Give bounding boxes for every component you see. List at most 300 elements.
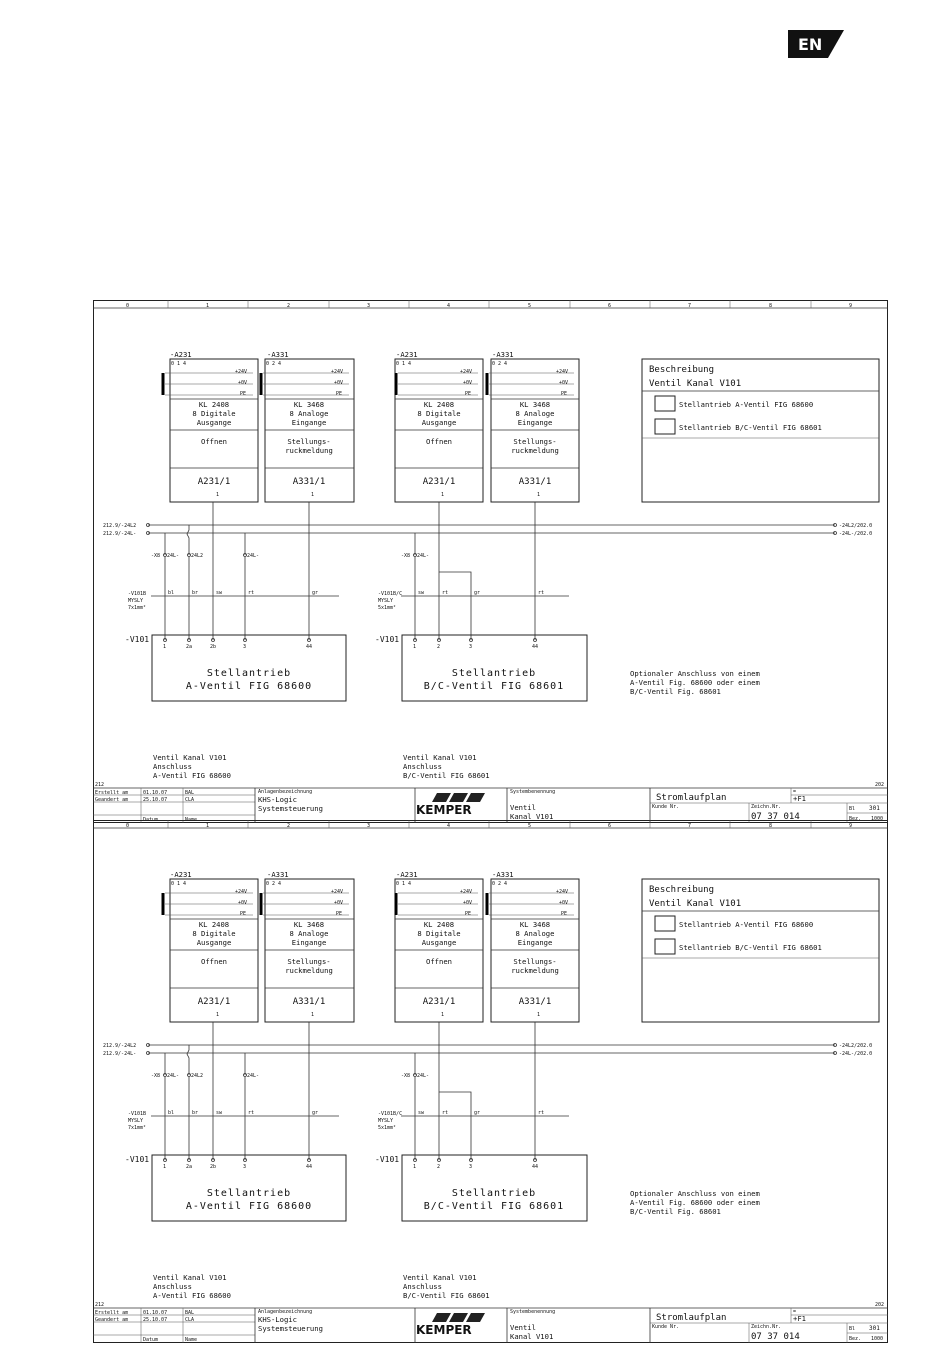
plant-label: Anlagenbezeichnung	[258, 789, 313, 795]
left-module-b	[261, 350, 354, 502]
wire-color: sw	[418, 1110, 425, 1116]
module-terminal: A231/1	[422, 477, 456, 487]
cable-cross: 7x1mm²	[128, 1125, 147, 1131]
language-badge-shape	[788, 30, 844, 58]
column-number: 0	[126, 303, 130, 309]
page-prev: 212	[95, 782, 105, 788]
module-pins: 0 1 4	[171, 881, 187, 887]
title-block	[93, 782, 888, 823]
description-box	[642, 359, 879, 502]
col-date: Datum	[143, 1337, 159, 1343]
wire-color: bl	[168, 590, 175, 596]
caption-line-3: B/C-Ventil FIG 68601	[403, 1291, 490, 1300]
checkbox-icon	[655, 916, 675, 931]
module-function-2: ruckmeldung	[285, 966, 333, 975]
svg-text:+0V: +0V	[334, 380, 344, 386]
module-ref: -A331	[492, 870, 514, 879]
cable-type: MYSLY	[128, 598, 144, 604]
column-number: 5	[528, 823, 532, 829]
caption-line-2: Anschluss	[153, 1282, 192, 1291]
description-title-1: Beschreibung	[649, 365, 715, 375]
xref-24l-minus: 24L-	[417, 1073, 430, 1079]
module-terminal: A331/1	[292, 997, 326, 1007]
svg-text:+24V: +24V	[460, 369, 473, 375]
module-pin-out: 1	[311, 1012, 315, 1018]
module-pin-out: 1	[441, 1012, 445, 1018]
xref-24l2: 24L2	[191, 553, 204, 559]
svg-text:+0V: +0V	[238, 380, 248, 386]
column-number: 6	[608, 823, 612, 829]
wire-color: bl	[168, 1110, 175, 1116]
module-line3: Eingange	[517, 418, 553, 427]
module-ref: -A331	[267, 870, 289, 879]
column-number: 1	[206, 823, 210, 829]
cable-id: -V101B/C	[378, 1111, 403, 1117]
svg-text:+0V: +0V	[559, 380, 569, 386]
svg-text:+24V: +24V	[556, 889, 569, 895]
wire-color: gr	[312, 1110, 319, 1116]
module-line3: Ausgange	[421, 938, 457, 947]
module-line2: 8 Digitale	[192, 409, 236, 418]
checkbox-icon	[655, 419, 675, 434]
module-ref: -A231	[170, 870, 192, 879]
checkbox-icon	[655, 396, 675, 411]
xref-24l-minus: 24L-	[417, 553, 430, 559]
rail-left-bottom: 212.9/-24L-	[103, 531, 137, 537]
actuator-pin: 3	[243, 1164, 247, 1170]
actuator-line-2: A-Ventil FIG 68600	[185, 681, 313, 692]
actuator-ref: -V101	[375, 1155, 400, 1164]
wire-color: gr	[474, 1110, 481, 1116]
drawing-label: Zeichn.Nr.	[751, 1324, 782, 1330]
xref-label: -X8	[151, 1073, 161, 1079]
actuator-pin: 1	[413, 644, 417, 650]
left-module-a	[163, 870, 258, 1022]
module-title: KL 3468	[519, 400, 551, 409]
left-wiring	[125, 1022, 346, 1300]
column-number: 7	[688, 303, 692, 309]
optional-note	[630, 1189, 760, 1216]
actuator-line-2: A-Ventil FIG 68600	[185, 1201, 313, 1212]
sheet-number: 301	[869, 1325, 880, 1332]
caption-line-3: B/C-Ventil FIG 68601	[403, 771, 490, 780]
module-pin-out: 1	[441, 492, 445, 498]
svg-text:PE: PE	[240, 391, 247, 397]
rail-right-top: -24L2/202.0	[839, 1043, 873, 1049]
actuator-pin: 2b	[210, 644, 217, 650]
caption-line-1: Ventil Kanal V101	[403, 1273, 477, 1282]
svg-text:+0V: +0V	[463, 900, 473, 906]
column-number: 1	[206, 303, 210, 309]
column-number: 5	[528, 303, 532, 309]
module-ref: -A231	[396, 870, 418, 879]
actuator-pin: 44	[306, 644, 313, 650]
column-number: 3	[367, 303, 371, 309]
rail-right-bottom: -24L-/202.0	[839, 1051, 873, 1057]
cable-cross: 5x1mm²	[378, 1125, 397, 1131]
wire-color: rt	[538, 590, 545, 596]
kemper-logo	[416, 1313, 485, 1337]
module-terminal: A331/1	[518, 477, 552, 487]
right-wiring	[375, 502, 587, 780]
rail-left-top: 212.9/-24L2	[103, 1043, 137, 1049]
wire-color: rt	[442, 590, 449, 596]
sheets-label: Bez.	[849, 816, 862, 822]
description-item-1: Stellantrieb A-Ventil FIG 68600	[679, 920, 814, 929]
optional-note	[630, 669, 760, 696]
wire-color: gr	[474, 590, 481, 596]
language-badge-label: EN	[798, 35, 823, 54]
module-pins: 0 2 4	[266, 361, 282, 367]
column-number: 7	[688, 823, 692, 829]
changed-date: 25.10.07	[143, 1317, 168, 1323]
svg-text:+24V: +24V	[460, 889, 473, 895]
module-pins: 0 1 4	[396, 881, 412, 887]
col-name: Name	[185, 817, 198, 823]
svg-text:+24V: +24V	[235, 369, 248, 375]
system-line-2: Kanal V101	[510, 812, 554, 821]
plant-label: Anlagenbezeichnung	[258, 1309, 313, 1315]
note-line-3: B/C-Ventil Fig. 68601	[630, 1207, 721, 1216]
schematic-sheet-2	[93, 820, 888, 1343]
module-ref: -A231	[396, 350, 418, 359]
changed-label: Geandert am	[95, 797, 129, 803]
cable-id: -V101B	[128, 1111, 147, 1117]
right-wiring	[375, 1022, 587, 1300]
svg-text:+0V: +0V	[559, 900, 569, 906]
svg-text:+24V: +24V	[556, 369, 569, 375]
title-block	[93, 1302, 888, 1343]
rail-right-bottom: -24L-/202.0	[839, 531, 873, 537]
svg-text:PE: PE	[561, 391, 568, 397]
actuator-pin: 2	[437, 1164, 441, 1170]
module-function-2: ruckmeldung	[511, 446, 559, 455]
caption-line-3: A-Ventil FIG 68600	[153, 1291, 231, 1300]
description-box	[642, 879, 879, 1022]
actuator-ref: -V101	[375, 635, 400, 644]
caption-line-2: Anschluss	[403, 1282, 442, 1291]
module-title: KL 2408	[198, 920, 230, 929]
description-title-1: Beschreibung	[649, 885, 715, 895]
description-item-2: Stellantrieb B/C-Ventil FIG 68601	[679, 423, 822, 432]
actuator-pin: 1	[163, 644, 167, 650]
logo-text: KEMPER	[416, 1323, 472, 1337]
module-terminal: A331/1	[292, 477, 326, 487]
module-function-1: Stellungs-	[513, 437, 557, 446]
column-number: 4	[447, 823, 451, 829]
system-line-1: Ventil	[510, 1323, 536, 1332]
wire-color: br	[192, 590, 199, 596]
module-function: Offnen	[426, 957, 452, 966]
svg-text:PE: PE	[240, 911, 247, 917]
changed-by: CLA	[185, 1317, 195, 1323]
actuator-pin: 44	[532, 1164, 539, 1170]
svg-text:PE: PE	[336, 911, 343, 917]
svg-text:PE: PE	[465, 391, 472, 397]
note-line-1: Optionaler Anschluss von einem	[630, 669, 760, 678]
module-pins: 0 2 4	[492, 361, 508, 367]
xref-24l-minus-2: 24L-	[247, 1073, 260, 1079]
language-badge	[788, 30, 844, 58]
changed-date: 25.10.07	[143, 797, 168, 803]
svg-text:+0V: +0V	[463, 380, 473, 386]
loc-label: +F1	[793, 1314, 806, 1323]
module-pins: 0 2 4	[266, 881, 282, 887]
sheets-label: Bez.	[849, 1336, 862, 1342]
module-line2: 8 Digitale	[417, 929, 461, 938]
module-line3: Ausgange	[421, 418, 457, 427]
customer-label: Kunde Nr.	[652, 804, 680, 810]
module-line3: Ausgange	[196, 418, 232, 427]
module-terminal: A231/1	[422, 997, 456, 1007]
module-line2: 8 Analoge	[515, 929, 555, 938]
right-module-b	[487, 350, 579, 502]
right-module-a	[395, 870, 483, 1022]
wire-color: sw	[216, 590, 223, 596]
xref-label: -X8	[151, 553, 161, 559]
rail-left-top: 212.9/-24L2	[103, 523, 137, 529]
description-title-2: Ventil Kanal V101	[649, 379, 742, 389]
module-function-1: Stellungs-	[513, 957, 557, 966]
column-number: 2	[287, 303, 291, 309]
module-line3: Ausgange	[196, 938, 232, 947]
checkbox-icon	[655, 939, 675, 954]
power-rails	[103, 523, 872, 537]
drawing-label: Zeichn.Nr.	[751, 804, 782, 810]
wire-color: gr	[312, 590, 319, 596]
actuator-line-1: Stellantrieb	[206, 668, 292, 679]
module-pin-out: 1	[537, 1012, 541, 1018]
module-title: KL 2408	[423, 400, 455, 409]
actuator-pin: 2	[437, 644, 441, 650]
module-function: Offnen	[201, 437, 227, 446]
module-pins: 0 1 4	[396, 361, 412, 367]
sheet-label: Bl	[849, 806, 856, 812]
module-line3: Eingange	[291, 418, 327, 427]
wire-color: br	[192, 1110, 199, 1116]
column-number: 3	[367, 823, 371, 829]
column-number: 2	[287, 823, 291, 829]
svg-text:PE: PE	[336, 391, 343, 397]
sheets-total: 1000	[871, 1336, 884, 1342]
page-prev: 212	[95, 1302, 105, 1308]
xref-24l-minus: 24L-	[167, 1073, 180, 1079]
actuator-line-2: B/C-Ventil FIG 68601	[423, 1201, 565, 1212]
caption-line-1: Ventil Kanal V101	[153, 1273, 227, 1282]
module-line2: 8 Analoge	[289, 929, 329, 938]
column-number: 9	[849, 303, 853, 309]
module-pins: 0 2 4	[492, 881, 508, 887]
caption-line-2: Anschluss	[153, 762, 192, 771]
page-next: 202	[875, 782, 885, 788]
plant-line-2: Systemsteuerung	[258, 804, 323, 813]
description-title-2: Ventil Kanal V101	[649, 899, 742, 909]
column-number: 4	[447, 303, 451, 309]
svg-text:PE: PE	[465, 911, 472, 917]
system-label: Systembenennung	[510, 789, 556, 795]
actuator-ref: -V101	[125, 1155, 150, 1164]
cable-type: MYSLY	[378, 1118, 394, 1124]
column-number: 9	[849, 823, 853, 829]
column-number: 0	[126, 823, 130, 829]
xref-24l-minus: 24L-	[167, 553, 180, 559]
loc-label: +F1	[793, 794, 806, 803]
eq-label: =	[793, 1309, 797, 1315]
note-line-1: Optionaler Anschluss von einem	[630, 1189, 760, 1198]
kemper-logo	[416, 793, 485, 817]
sheets-total: 1000	[871, 816, 884, 822]
system-label: Systembenennung	[510, 1309, 556, 1315]
actuator-line-2: B/C-Ventil FIG 68601	[423, 681, 565, 692]
module-function: Offnen	[201, 957, 227, 966]
caption-line-2: Anschluss	[403, 762, 442, 771]
system-line-2: Kanal V101	[510, 1332, 554, 1341]
power-rails	[103, 1043, 872, 1057]
module-function-2: ruckmeldung	[511, 966, 559, 975]
right-module-b	[487, 870, 579, 1022]
drawing-number: 07 37 014	[751, 812, 800, 822]
wire-color: rt	[442, 1110, 449, 1116]
system-line-1: Ventil	[510, 803, 536, 812]
page-next: 202	[875, 1302, 885, 1308]
xref-label: -X8	[401, 553, 411, 559]
schematic-sheet-1	[93, 300, 888, 823]
svg-text:PE: PE	[561, 911, 568, 917]
module-pin-out: 1	[216, 492, 220, 498]
right-module-a	[395, 350, 483, 502]
cable-id: -V101B	[128, 591, 147, 597]
module-title: KL 3468	[293, 920, 325, 929]
cable-cross: 5x1mm²	[378, 605, 397, 611]
actuator-pin: 1	[163, 1164, 167, 1170]
caption-line-1: Ventil Kanal V101	[153, 753, 227, 762]
svg-text:+24V: +24V	[331, 369, 344, 375]
actuator-line-1: Stellantrieb	[451, 668, 537, 679]
created-date: 01.10.07	[143, 790, 168, 796]
cable-id: -V101B/C	[378, 591, 403, 597]
left-wiring	[125, 502, 346, 780]
wire-color: sw	[418, 590, 425, 596]
cable-type: MYSLY	[128, 1118, 144, 1124]
col-date: Datum	[143, 817, 159, 823]
module-terminal: A231/1	[197, 477, 231, 487]
note-line-3: B/C-Ventil Fig. 68601	[630, 687, 721, 696]
actuator-pin: 44	[306, 1164, 313, 1170]
actuator-ref: -V101	[125, 635, 150, 644]
xref-label: -X8	[401, 1073, 411, 1079]
module-function-1: Stellungs-	[287, 957, 331, 966]
module-line2: 8 Analoge	[289, 409, 329, 418]
left-module-a	[163, 350, 258, 502]
caption-line-3: A-Ventil FIG 68600	[153, 771, 231, 780]
created-by: BAL	[185, 1310, 195, 1316]
actuator-line-1: Stellantrieb	[451, 1188, 537, 1199]
module-title: KL 2408	[198, 400, 230, 409]
drawing-number: 07 37 014	[751, 1332, 800, 1342]
actuator-pin: 44	[532, 644, 539, 650]
module-line2: 8 Digitale	[417, 409, 461, 418]
svg-text:+24V: +24V	[235, 889, 248, 895]
column-number: 6	[608, 303, 612, 309]
svg-text:+0V: +0V	[238, 900, 248, 906]
actuator-pin: 3	[469, 644, 473, 650]
module-line3: Eingange	[517, 938, 553, 947]
description-item-2: Stellantrieb B/C-Ventil FIG 68601	[679, 943, 822, 952]
xref-24l2: 24L2	[191, 1073, 204, 1079]
customer-label: Kunde Nr.	[652, 1324, 680, 1330]
left-module-b	[261, 870, 354, 1022]
module-function-1: Stellungs-	[287, 437, 331, 446]
schematic-svg	[93, 300, 888, 823]
actuator-pin: 2a	[186, 644, 193, 650]
actuator-pin: 3	[243, 644, 247, 650]
actuator-pin: 2b	[210, 1164, 217, 1170]
created-date: 01.10.07	[143, 1310, 168, 1316]
module-ref: -A331	[492, 350, 514, 359]
actuator-pin: 2a	[186, 1164, 193, 1170]
schematic-svg	[93, 820, 888, 1343]
wire-color: rt	[248, 590, 255, 596]
module-title: KL 3468	[293, 400, 325, 409]
created-by: BAL	[185, 790, 195, 796]
column-number: 8	[769, 303, 773, 309]
actuator-pin: 1	[413, 1164, 417, 1170]
eq-label: =	[793, 789, 797, 795]
changed-by: CLA	[185, 797, 195, 803]
module-line2: 8 Analoge	[515, 409, 555, 418]
module-ref: -A231	[170, 350, 192, 359]
xref-24l-minus-2: 24L-	[247, 553, 260, 559]
module-pins: 0 1 4	[171, 361, 187, 367]
doc-title: Stromlaufplan	[656, 1313, 727, 1323]
actuator-pin: 3	[469, 1164, 473, 1170]
module-function-2: ruckmeldung	[285, 446, 333, 455]
module-ref: -A331	[267, 350, 289, 359]
caption-line-1: Ventil Kanal V101	[403, 753, 477, 762]
doc-title: Stromlaufplan	[656, 793, 727, 803]
plant-line-1: KHS-Logic	[258, 1315, 297, 1324]
actuator-line-1: Stellantrieb	[206, 1188, 292, 1199]
column-number: 8	[769, 823, 773, 829]
logo-text: KEMPER	[416, 803, 472, 817]
changed-label: Geandert am	[95, 1317, 129, 1323]
module-title: KL 2408	[423, 920, 455, 929]
created-label: Erstellt am	[95, 790, 129, 796]
module-line2: 8 Digitale	[192, 929, 236, 938]
note-line-2: A-Ventil Fig. 68600 oder einem	[630, 678, 760, 687]
module-pin-out: 1	[537, 492, 541, 498]
module-terminal: A231/1	[197, 997, 231, 1007]
wire-color: rt	[538, 1110, 545, 1116]
svg-text:+24V: +24V	[331, 889, 344, 895]
created-label: Erstellt am	[95, 1310, 129, 1316]
rail-left-bottom: 212.9/-24L-	[103, 1051, 137, 1057]
module-terminal: A331/1	[518, 997, 552, 1007]
rail-right-top: -24L2/202.0	[839, 523, 873, 529]
cable-cross: 7x1mm²	[128, 605, 147, 611]
svg-text:+0V: +0V	[334, 900, 344, 906]
module-line3: Eingange	[291, 938, 327, 947]
module-function: Offnen	[426, 437, 452, 446]
note-line-2: A-Ventil Fig. 68600 oder einem	[630, 1198, 760, 1207]
description-item-1: Stellantrieb A-Ventil FIG 68600	[679, 400, 814, 409]
module-pin-out: 1	[311, 492, 315, 498]
cable-type: MYSLY	[378, 598, 394, 604]
plant-line-2: Systemsteuerung	[258, 1324, 323, 1333]
wire-color: rt	[248, 1110, 255, 1116]
module-title: KL 3468	[519, 920, 551, 929]
sheet-label: Bl	[849, 1326, 856, 1332]
